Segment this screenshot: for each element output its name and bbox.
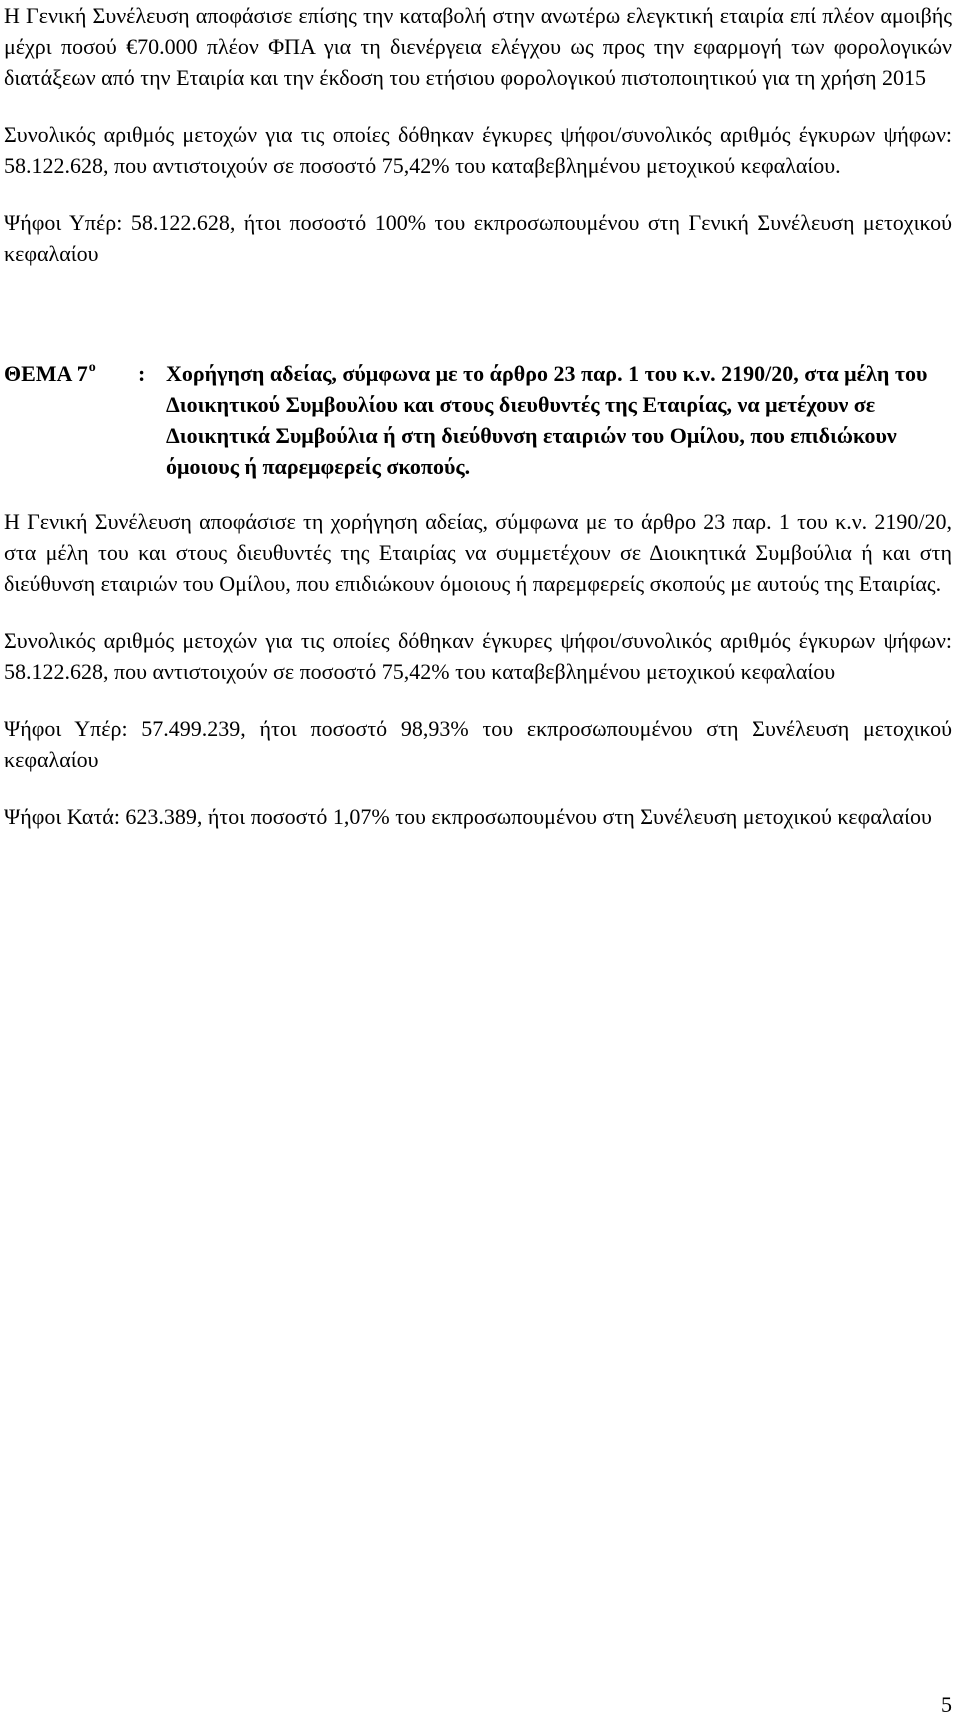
topic-colon: :: [138, 361, 146, 386]
paragraph-votes-against: Ψήφοι Κατά: 623.389, ήτοι ποσοστό 1,07% του εκπροσωπουμένου στη Συνέλευση μετοχικού κεφαλαίου: [4, 804, 932, 829]
paragraph-total-shares-2: Συνολικός αριθμός μετοχών για τις οποίες δόθηκαν έγκυρες ψήφοι/συνολικός αριθμός έγκυρων ψήφων: 58.122.628, που αντιστοιχούν σε ποσοστό 75,42% του καταβεβλημένου μετοχικού κεφαλαίου: [4, 628, 952, 684]
topic-label: [4, 358, 138, 389]
topic-text: Χορήγηση αδείας, σύμφωνα με το άρθρο 23 παρ. 1 του κ.ν. 2190/20, στα μέλη του Διοικητικού Συμβουλίου και στους διευθυντές της Εταιρίας, να μετέχουν σε Διοικητικά Συμβούλια ή στη διεύθυνση εταιριών του Ομίλου, που επιδιώκουν όμοιους ή παρεμφερείς σκοπούς.: [166, 361, 928, 479]
paragraph-total-shares: Συνολικός αριθμός μετοχών για τις οποίες δόθηκαν έγκυρες ψήφοι/συνολικός αριθμός έγκυρων ψήφων: 58.122.628, που αντιστοιχούν σε ποσοστό 75,42% του καταβεβλημένου μετοχικού κεφαλαίου.: [4, 122, 952, 178]
document-page: [4, 0, 952, 832]
paragraph-votes-for: Ψήφοι Υπέρ: 58.122.628, ήτοι ποσοστό 100% του εκπροσωπουμένου στη Γενική Συνέλευση μετοχικού κεφαλαίου: [4, 210, 952, 266]
paragraph-decision: Η Γενική Συνέλευση αποφάσισε τη χορήγηση αδείας, σύμφωνα με το άρθρο 23 παρ. 1 του κ.ν. 2190/20, στα μέλη του και στους διευθυντές της Εταιρίας να συμμετέχουν σε Διοικητικά Συμβούλια ή και στη διεύθυνση εταιριών του Ομίλου, που επιδιώκουν όμοιους ή παρεμφερείς σκοπούς με αυτούς της Εταιρίας.: [4, 509, 952, 596]
topic-heading: [4, 358, 952, 482]
topic-number: ΘΕΜΑ 7: [4, 361, 88, 386]
paragraph-fee-approval: Η Γενική Συνέλευση αποφάσισε επίσης την καταβολή στην ανωτέρω ελεγκτική εταιρία επί πλέον αμοιβής μέχρι ποσού €70.000 πλέον ΦΠΑ για τη διενέργεια ελέγχου ως προς την εφαρμογή των φορολογικών διατάξεων από την Εταιρία και την έκδοση του ετήσιου φορολογικού πιστοποιητικού για τη χρήση 2015: [4, 3, 952, 90]
page-number: 5: [941, 1692, 952, 1717]
paragraph-votes-for-2: Ψήφοι Υπέρ: 57.499.239, ήτοι ποσοστό 98,93% του εκπροσωπουμένου στη Συνέλευση μετοχικού κεφαλαίου: [4, 716, 952, 772]
topic-ordinal-superscript: ο: [88, 359, 96, 375]
